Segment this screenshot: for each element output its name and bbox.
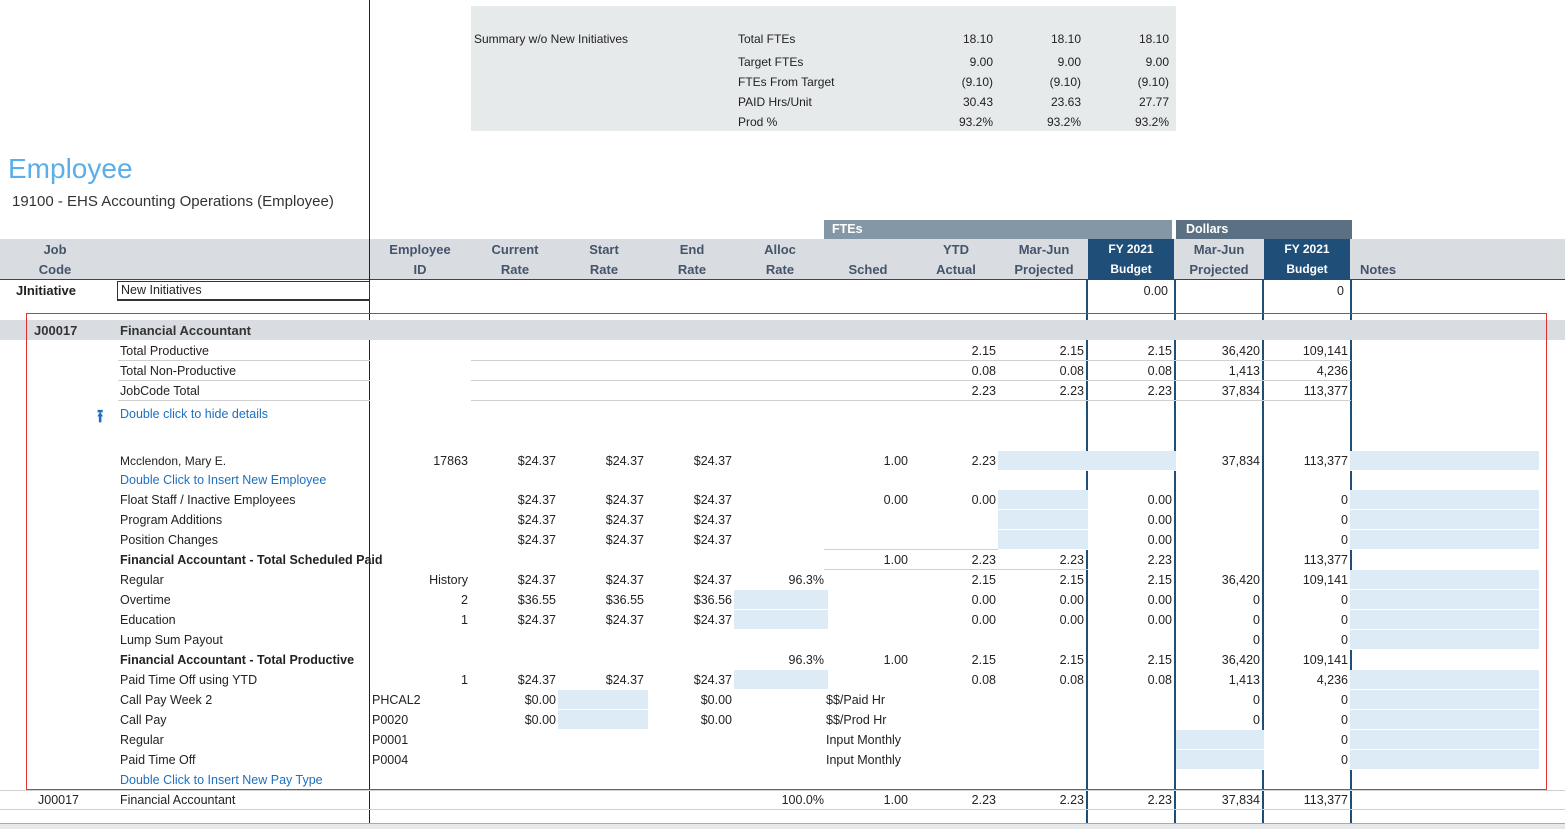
- pto-dbud: 4,236: [1316, 673, 1348, 687]
- pay-id: 1: [461, 613, 468, 627]
- jobcode-summary-proj: 0.08: [1059, 364, 1084, 378]
- detail-cur: $24.37: [517, 493, 556, 507]
- jobcode-summary-bud: 0.08: [1147, 364, 1172, 378]
- header-job-code-2: Code: [38, 262, 72, 277]
- jobcode-summary-ytd: 2.23: [971, 384, 996, 398]
- employee-dproj: 37,834: [1221, 454, 1260, 468]
- alloc-input[interactable]: [734, 670, 828, 690]
- summary-value: 23.63: [1050, 95, 1081, 109]
- paytype-code: P0004: [372, 753, 409, 767]
- header-ytd-actual: YTD: [943, 242, 969, 257]
- pay-proj: 0.00: [1059, 613, 1084, 627]
- alloc-input[interactable]: [734, 610, 828, 630]
- page-subtitle: 19100 - EHS Accounting Operations (Employee): [12, 193, 334, 210]
- page-title: Employee: [8, 153, 133, 184]
- paytype-unit: $$/Paid Hr: [826, 693, 886, 707]
- proj-input[interactable]: [998, 530, 1088, 550]
- detail-dbud: 0: [1341, 533, 1348, 547]
- paytype-unit: Input Monthly: [826, 753, 902, 767]
- proj-input[interactable]: [998, 510, 1088, 530]
- start-rate-input[interactable]: [558, 710, 648, 730]
- summary-row-label: Target FTEs: [738, 55, 804, 69]
- dollars-input[interactable]: [1176, 730, 1264, 750]
- footer-ytd: 2.23: [971, 793, 996, 807]
- pay-dbud: 0: [1341, 633, 1348, 647]
- detail-cur: $24.37: [517, 513, 556, 527]
- footer-title: Financial Accountant: [120, 793, 236, 807]
- paytype-unit: Input Monthly: [826, 733, 902, 747]
- pay-bud: 2.15: [1147, 573, 1172, 587]
- pay-start: $24.37: [605, 613, 644, 627]
- employee-cur: $24.37: [517, 454, 556, 468]
- notes-input[interactable]: [1350, 490, 1539, 510]
- pto-bud: 0.08: [1147, 673, 1172, 687]
- summary-row-label: Prod %: [738, 115, 778, 129]
- pay-dproj: 36,420: [1221, 573, 1260, 587]
- header-employee-id: Employee: [389, 242, 451, 257]
- pay-dproj: 0: [1253, 593, 1260, 607]
- total-productive-label: Financial Accountant - Total Productive: [120, 653, 355, 667]
- jobcode-summary-dbud: 113,377: [1303, 384, 1348, 398]
- pto-label: Paid Time Off using YTD: [120, 673, 258, 687]
- summary-value: 93.2%: [1046, 115, 1081, 129]
- header-current-rate: Current: [491, 242, 539, 257]
- pay-cur: $24.37: [517, 573, 556, 587]
- ftes-group-header: FTEs: [824, 220, 1172, 239]
- detail-row-label: Program Additions: [120, 513, 223, 527]
- paytype-dbud: 0: [1341, 753, 1348, 767]
- jobcode-summary-dbud: 109,141: [1302, 344, 1348, 358]
- jobcode-summary-dproj: 1,413: [1228, 364, 1260, 378]
- jobcode-summary-bud: 2.23: [1147, 384, 1172, 398]
- pay-cur: $36.55: [517, 593, 556, 607]
- paytype-unit: $$/Prod Hr: [826, 713, 887, 727]
- header-notes: Notes: [1360, 262, 1397, 277]
- initiative-budget-fte: 0.00: [1143, 284, 1168, 298]
- summary-value: 9.00: [1057, 55, 1081, 69]
- total-prod-ytd: 2.15: [971, 653, 996, 667]
- summary-value: 93.2%: [958, 115, 993, 129]
- employee-start: $24.37: [605, 454, 644, 468]
- total-prod-bud: 2.15: [1147, 653, 1172, 667]
- jobcode-summary-dproj: 37,834: [1221, 384, 1260, 398]
- summary-row-label: FTEs From Target: [738, 75, 835, 89]
- employee-ytd: 2.23: [971, 454, 996, 468]
- pto-cur: $24.37: [517, 673, 556, 687]
- paytype-dproj: 0: [1253, 713, 1260, 727]
- header-dol-fy2021-budget: FY 2021: [1284, 242, 1330, 256]
- pay-dbud: 109,141: [1302, 573, 1348, 587]
- summary-value: 9.00: [1145, 55, 1169, 69]
- summary-value: (9.10): [1049, 75, 1081, 89]
- detail-sched: 0.00: [883, 493, 908, 507]
- header-dol-marjun-proj: Mar-Jun: [1193, 242, 1245, 257]
- total-prod-alloc: 96.3%: [788, 653, 824, 667]
- header-alloc-rate: Alloc: [764, 242, 796, 257]
- total-prod-dbud: 109,141: [1302, 653, 1348, 667]
- paytype-label: Regular: [120, 733, 164, 747]
- header-marjun-proj-2: Projected: [1014, 262, 1074, 277]
- jobcode-title: Financial Accountant: [120, 323, 251, 338]
- notes-input[interactable]: [1350, 610, 1539, 630]
- summary-value: 30.43: [962, 95, 993, 109]
- employee-sched: 1.00: [883, 454, 908, 468]
- notes-input[interactable]: [1350, 730, 1539, 750]
- pay-alloc: 96.3%: [788, 573, 824, 587]
- detail-end: $24.37: [693, 493, 732, 507]
- notes-input[interactable]: [1350, 710, 1539, 730]
- header-job-code: Job: [43, 242, 67, 257]
- footer-sched: 1.00: [883, 793, 908, 807]
- summary-value: (9.10): [1137, 75, 1169, 89]
- paytype-dbud: 0: [1341, 713, 1348, 727]
- pay-end: $36.56: [693, 593, 732, 607]
- header-end-rate-2: Rate: [677, 262, 707, 277]
- total-sched-bud: 2.23: [1147, 553, 1172, 567]
- notes-input[interactable]: [1350, 630, 1539, 650]
- paytype-dbud: 0: [1341, 733, 1348, 747]
- jobcode-summary-label: JobCode Total: [120, 384, 200, 398]
- jobcode-code: J00017: [34, 323, 78, 338]
- footer-code: J00017: [38, 793, 80, 807]
- pay-dproj: 0: [1253, 633, 1260, 647]
- jobcode-summary-dproj: 36,420: [1221, 344, 1260, 358]
- total-scheduled-label: Financial Accountant - Total Scheduled Paid: [120, 553, 383, 567]
- pay-dbud: 0: [1341, 593, 1348, 607]
- pto-ytd: 0.08: [971, 673, 996, 687]
- paytype-cur: $0.00: [524, 713, 556, 727]
- total-prod-dproj: 36,420: [1221, 653, 1260, 667]
- proj-input[interactable]: [998, 451, 1088, 471]
- total-prod-sched: 1.00: [883, 653, 908, 667]
- notes-input[interactable]: [1350, 451, 1539, 471]
- pay-id: 2: [461, 593, 468, 607]
- detail-end: $24.37: [693, 533, 732, 547]
- footer-dbud: 113,377: [1303, 793, 1348, 807]
- insert-paytype-link[interactable]: Double Click to Insert New Pay Type: [120, 773, 323, 787]
- header-fy2021-budget: FY 2021: [1108, 242, 1154, 256]
- initiative-input[interactable]: New Initiatives: [117, 281, 370, 301]
- pto-id: 1: [461, 673, 468, 687]
- alloc-input[interactable]: [734, 590, 828, 610]
- notes-input[interactable]: [1350, 530, 1539, 550]
- detail-dbud: 0: [1341, 513, 1348, 527]
- proj-input[interactable]: [998, 490, 1088, 510]
- summary-row-label: Total FTEs: [738, 32, 796, 46]
- paytype-cur: $0.00: [524, 693, 556, 707]
- footer-proj: 2.23: [1059, 793, 1084, 807]
- pay-start: $36.55: [605, 593, 644, 607]
- employee-name: Mcclendon, Mary E.: [120, 454, 227, 468]
- pay-proj: 0.00: [1059, 593, 1084, 607]
- pto-end: $24.37: [693, 673, 732, 687]
- pay-cur: $24.37: [517, 613, 556, 627]
- insert-employee-link[interactable]: Double Click to Insert New Employee: [120, 473, 327, 487]
- pay-ytd: 0.00: [971, 593, 996, 607]
- summary-value: 27.77: [1138, 95, 1169, 109]
- summary-value: 9.00: [969, 55, 993, 69]
- jobcode-summary-proj: 2.23: [1059, 384, 1084, 398]
- detail-bud: 0.00: [1147, 513, 1172, 527]
- summary-value: 18.10: [1138, 32, 1169, 46]
- pay-row-label: Regular: [120, 573, 164, 587]
- jobcode-summary-dbud: 4,236: [1316, 364, 1348, 378]
- collapse-arrow-icon[interactable]: ⭱: [97, 406, 104, 426]
- total-sched-ytd: 2.23: [971, 553, 996, 567]
- detail-start: $24.37: [605, 493, 644, 507]
- jobcode-summary-proj: 2.15: [1059, 344, 1084, 358]
- pay-ytd: 2.15: [971, 573, 996, 587]
- pay-row-label: Education: [120, 613, 176, 627]
- summary-value: 18.10: [1050, 32, 1081, 46]
- detail-start: $24.37: [605, 533, 644, 547]
- detail-start: $24.37: [605, 513, 644, 527]
- paytype-end: $0.00: [700, 713, 732, 727]
- pay-ytd: 0.00: [971, 613, 996, 627]
- dollars-group-header: Dollars: [1176, 220, 1352, 239]
- detail-ytd: 0.00: [971, 493, 996, 507]
- summary-value: 18.10: [962, 32, 993, 46]
- header-dol-marjun-proj-2: Projected: [1189, 262, 1249, 277]
- pay-row-label: Lump Sum Payout: [120, 633, 223, 647]
- pto-proj: 0.08: [1059, 673, 1084, 687]
- paytype-label: Call Pay Week 2: [120, 693, 213, 707]
- start-rate-input[interactable]: [558, 690, 648, 710]
- employee-dbud: 113,377: [1303, 454, 1348, 468]
- detail-dbud: 0: [1341, 493, 1348, 507]
- dollars-input[interactable]: [1176, 750, 1264, 770]
- notes-input[interactable]: [1350, 750, 1539, 770]
- initiative-code: JInitiative: [16, 283, 76, 298]
- employee-end: $24.37: [693, 454, 732, 468]
- footer-dproj: 37,834: [1221, 793, 1260, 807]
- pay-end: $24.37: [693, 573, 732, 587]
- header-fy2021-budget-2: Budget: [1110, 262, 1152, 276]
- header-sched-2: Sched: [848, 262, 888, 277]
- employee-id: 17863: [433, 454, 468, 468]
- jobcode-summary-ytd: 2.15: [971, 344, 996, 358]
- jobcode-summary-ytd: 0.08: [971, 364, 996, 378]
- header-end-rate: End: [679, 242, 705, 257]
- header-alloc-rate-2: Rate: [765, 262, 795, 277]
- pay-row-label: Overtime: [120, 593, 171, 607]
- pay-end: $24.37: [693, 613, 732, 627]
- total-prod-proj: 2.15: [1059, 653, 1084, 667]
- footer-alloc: 100.0%: [781, 793, 824, 807]
- pay-id: History: [429, 573, 468, 587]
- notes-input[interactable]: [1350, 690, 1539, 710]
- header-current-rate-2: Rate: [500, 262, 530, 277]
- paytype-label: Call Pay: [120, 713, 167, 727]
- notes-input[interactable]: [1350, 670, 1539, 690]
- total-sched-sched: 1.00: [883, 553, 908, 567]
- pay-bud: 0.00: [1147, 613, 1172, 627]
- pay-start: $24.37: [605, 573, 644, 587]
- budget-input[interactable]: [1088, 451, 1176, 471]
- total-sched-dbud: 113,377: [1303, 553, 1348, 567]
- header-ytd-actual-2: Actual: [936, 262, 976, 277]
- header-employee-id-2: ID: [413, 262, 427, 277]
- detail-end: $24.37: [693, 513, 732, 527]
- jobcode-summary-bud: 2.15: [1147, 344, 1172, 358]
- pay-bud: 0.00: [1147, 593, 1172, 607]
- paytype-label: Paid Time Off: [120, 753, 196, 767]
- paytype-dproj: 0: [1253, 693, 1260, 707]
- paytype-code: PHCAL2: [372, 693, 421, 707]
- total-sched-proj: 2.23: [1059, 553, 1084, 567]
- detail-row-label: Float Staff / Inactive Employees: [120, 493, 296, 507]
- summary-label: Summary w/o New Initiatives: [474, 32, 629, 46]
- selection-highlight: [26, 313, 1547, 790]
- pay-dproj: 0: [1253, 613, 1260, 627]
- detail-row-label: Position Changes: [120, 533, 218, 547]
- notes-input[interactable]: [1350, 570, 1539, 590]
- initiative-budget-dollars: 0: [1337, 284, 1344, 298]
- jobcode-summary-label: Total Non-Productive: [120, 364, 237, 378]
- header-dol-fy2021-budget-2: Budget: [1286, 262, 1328, 276]
- paytype-dbud: 0: [1341, 693, 1348, 707]
- header-start-rate: Start: [589, 242, 619, 257]
- notes-input[interactable]: [1350, 590, 1539, 610]
- jobcode-summary-label: Total Productive: [120, 344, 209, 358]
- summary-value: 93.2%: [1134, 115, 1169, 129]
- paytype-code: P0020: [372, 713, 409, 727]
- pto-start: $24.37: [605, 673, 644, 687]
- paytype-end: $0.00: [700, 693, 732, 707]
- pay-dbud: 0: [1341, 613, 1348, 627]
- pay-proj: 2.15: [1059, 573, 1084, 587]
- header-start-rate-2: Rate: [589, 262, 619, 277]
- detail-bud: 0.00: [1147, 533, 1172, 547]
- header-marjun-proj: Mar-Jun: [1018, 242, 1070, 257]
- sheet-tab-bar[interactable]: [0, 823, 1565, 829]
- footer-bud: 2.23: [1147, 793, 1172, 807]
- hide-details-link[interactable]: Double click to hide details: [120, 407, 268, 421]
- notes-input[interactable]: [1350, 510, 1539, 530]
- summary-value: (9.10): [961, 75, 993, 89]
- paytype-code: P0001: [372, 733, 409, 747]
- summary-row-label: PAID Hrs/Unit: [738, 95, 812, 109]
- pto-dproj: 1,413: [1228, 673, 1260, 687]
- detail-cur: $24.37: [517, 533, 556, 547]
- detail-bud: 0.00: [1147, 493, 1172, 507]
